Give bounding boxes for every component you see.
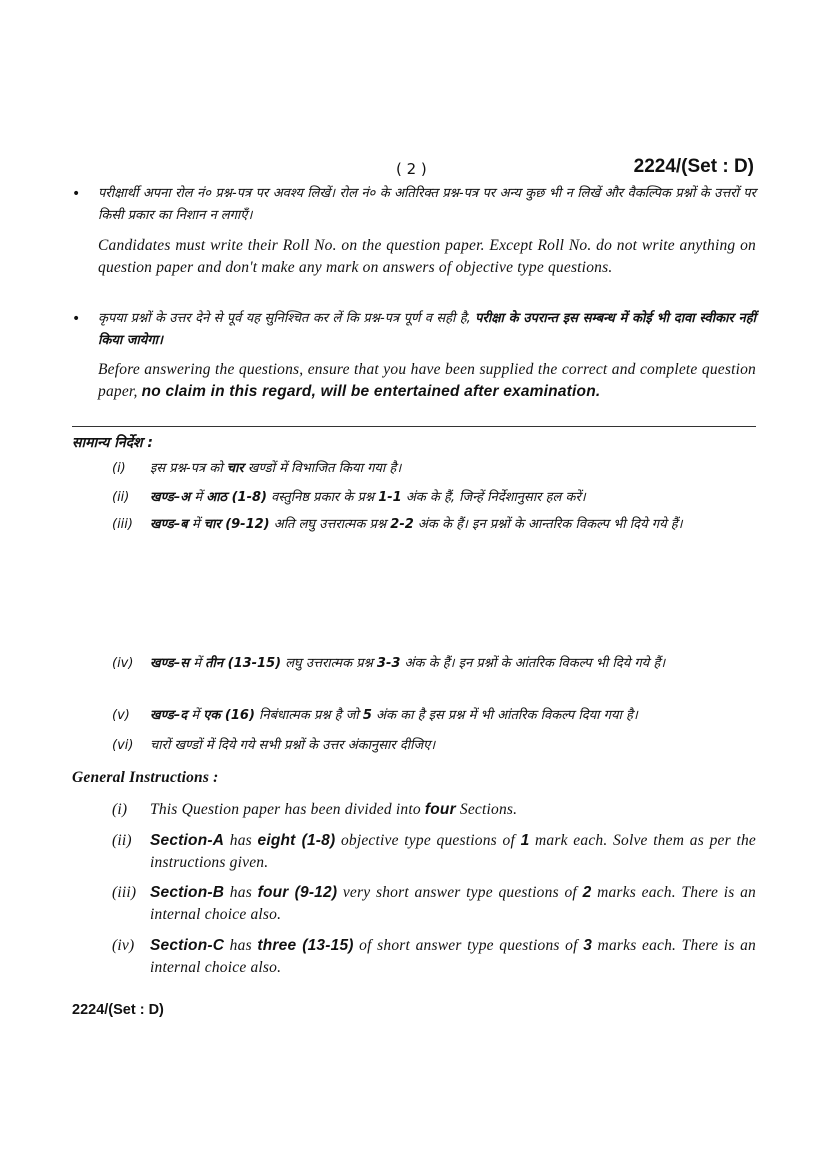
item-number: (iii)	[112, 884, 137, 901]
item-number: (i)	[112, 461, 126, 476]
page-number: ( 2 )	[396, 160, 427, 178]
divider	[72, 426, 756, 427]
paper-code-header: 2224/(Set : D)	[633, 156, 754, 177]
hindi-instruction-item: (vi) चारों खण्डों में दिये गये सभी प्रश्नों के उत्तर अंकानुसार दीजिए।	[112, 735, 756, 757]
bullet-icon: •	[72, 311, 81, 327]
general-instruction-item: (iii) Section-B has four (9-12) very short answer type questions of 2 marks each. There is an internal choice also.	[112, 884, 756, 923]
paper-code-footer: 2224/(Set : D)	[72, 1002, 164, 1018]
note-2-english	[98, 359, 756, 403]
note-1-hindi: परीक्षार्थी अपना रोल नं० प्रश्न-पत्र पर अवश्य लिखें। रोल नं० के अतिरिक्त प्रश्न-पत्र पर अन्य कुछ भी न लिखें और वैकल्पिक प्रश्नों के उत्तरों पर किसी प्रकार का निशान न लगाएँ।	[98, 186, 756, 223]
item-number: (v)	[112, 708, 130, 723]
hindi-instruction-item: (v) खण्ड–द में एक (16) निबंधात्मक प्रश्न है जो 5 अंक का है इस प्रश्न में भी आंतरिक विकल्प दिया गया है।	[112, 705, 756, 727]
note-1-english: Candidates must write their Roll No. on the question paper. Except Roll No. do not write anything on question paper and don't make any mark on answers of objective type questions.	[98, 237, 756, 276]
item-number: (ii)	[112, 490, 130, 505]
hindi-instruction-item: (ii) खण्ड–अ में आठ (1-8) वस्तुनिष्ठ प्रकार के प्रश्न 1-1 अंक के हैं, जिन्हें निर्देशानुसार हल करें।	[112, 487, 756, 509]
note-2-hindi-text: कृपया प्रश्नों के उत्तर देने से पूर्व यह सुनिश्चित कर लें कि प्रश्न-पत्र पूर्ण व सही है,	[98, 311, 471, 326]
hindi-instruction-item: (i) इस प्रश्न-पत्र को चार खण्डों में विभाजित किया गया है।	[112, 458, 756, 480]
hindi-instruction-item: (iii) खण्ड–ब में चार (9-12) अति लघु उत्तरात्मक प्रश्न 2-2 अंक के हैं। इन प्रश्नों के आन्तरिक विकल्प भी दिये गये हैं।	[112, 514, 756, 536]
general-instructions-title: General Instructions :	[72, 769, 219, 786]
bullet-icon: •	[72, 186, 81, 202]
general-instruction-item: (iv) Section-C has three (13-15) of short answer type questions of 3 marks each. There is an internal choice also.	[112, 937, 756, 976]
item-number: (i)	[112, 801, 128, 818]
general-instruction-item: (ii) Section-A has eight (1-8) objective type questions of 1 mark each. Solve them as per the instructions given.	[112, 832, 756, 871]
note-2-hindi	[98, 308, 756, 352]
item-number: (iv)	[112, 937, 135, 954]
note-2-english-text: Before answering the questions, ensure that you have been supplied the correct and complete question paper,	[98, 361, 756, 400]
item-number: (ii)	[112, 832, 132, 849]
general-instruction-item: (i) This Question paper has been divided into four Sections.	[112, 799, 756, 821]
note-2-english-bold: no claim in this regard, will be entertained after examination.	[141, 383, 601, 400]
item-number: (vi)	[112, 738, 134, 753]
item-number: (iv)	[112, 656, 134, 671]
item-number: (iii)	[112, 517, 133, 532]
note-2-hindi-bold: परीक्षा के उपरान्त इस सम्बन्ध में कोई भी दावा स्वीकार नहीं किया जायेगा।	[98, 311, 756, 348]
hindi-instructions-title: सामान्य निर्देश :	[72, 435, 154, 451]
hindi-instruction-item: (iv) खण्ड–स में तीन (13-15) लघु उत्तरात्मक प्रश्न 3-3 अंक के हैं। इन प्रश्नों के आंतरिक विकल्प भी दिये गये हैं।	[112, 653, 756, 675]
